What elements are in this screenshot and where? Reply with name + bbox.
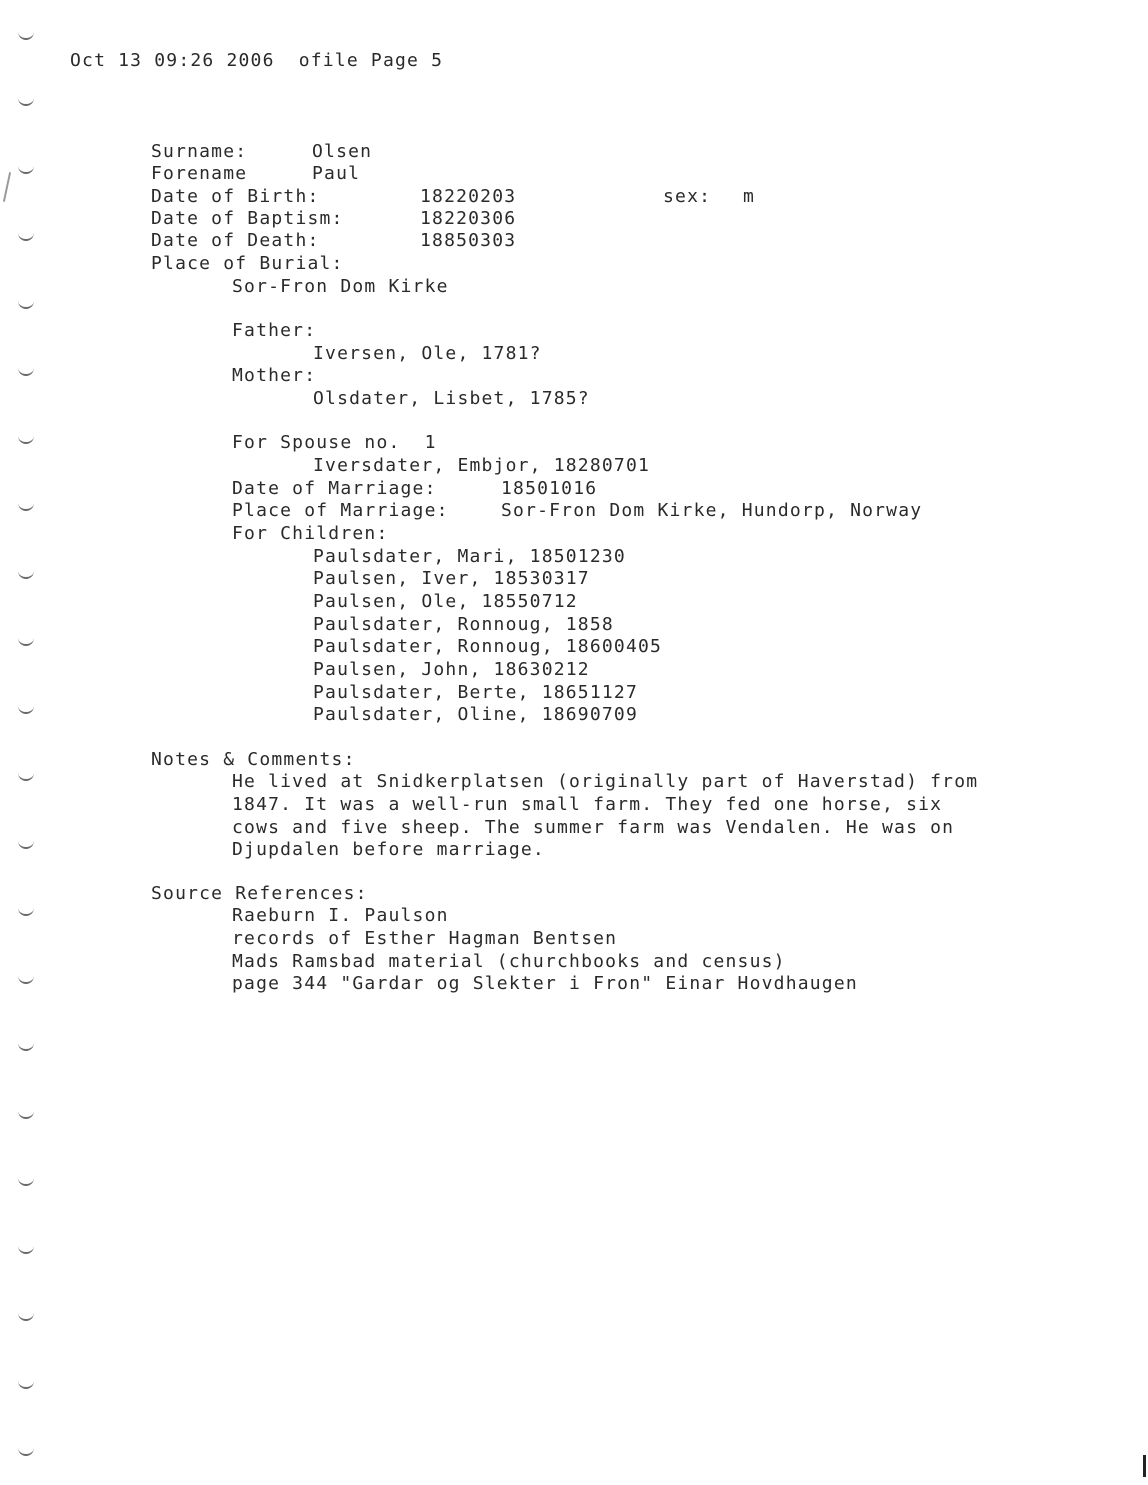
source-line: records of Esther Hagman Bentsen (232, 928, 618, 949)
surname-label: Surname: (151, 141, 248, 162)
perforation-mark (18, 976, 34, 984)
surname-value: Olsen (312, 141, 373, 162)
perforation-mark (18, 233, 34, 241)
father-value: Iversen, Ole, 1781? (313, 343, 542, 364)
perforation-mark (18, 908, 34, 916)
baptism-date-value: 18220306 (420, 208, 517, 229)
birth-date-label: Date of Birth: (151, 186, 320, 207)
perforation-mark (18, 638, 34, 646)
perforation-mark (18, 571, 34, 579)
burial-place-value: Sor-Fron Dom Kirke (232, 276, 449, 297)
perforation-mark (18, 436, 34, 444)
children-label: For Children: (232, 523, 389, 544)
child-entry: Paulsdater, Ronnoug, 1858 (313, 614, 614, 635)
forename-label: Forename (151, 163, 248, 184)
source-line: page 344 "Gardar og Slekter i Fron" Einar Hovdhaugen (232, 973, 858, 994)
child-entry: Paulsen, Ole, 18550712 (313, 591, 578, 612)
scan-mark (3, 172, 11, 202)
father-label: Father: (232, 320, 317, 341)
perforation-mark (18, 32, 34, 40)
notes-line: He lived at Snidkerplatsen (originally part of Haverstad) from (232, 771, 979, 792)
scan-mark (1143, 1455, 1146, 1477)
perforation-mark (18, 1313, 34, 1321)
child-entry: Paulsen, Iver, 18530317 (313, 568, 590, 589)
marriage-date-label: Date of Marriage: (232, 478, 437, 499)
birth-date-value: 18220203 (420, 186, 517, 207)
print-header: Oct 13 09:26 2006 ofile Page 5 (70, 50, 444, 71)
notes-line: cows and five sheep. The summer farm was Vendalen. He was on (232, 817, 955, 838)
death-date-label: Date of Death: (151, 230, 320, 251)
source-line: Raeburn I. Paulson (232, 905, 449, 926)
mother-label: Mother: (232, 365, 317, 386)
child-entry: Paulsdater, Ronnoug, 18600405 (313, 636, 663, 657)
perforation-mark (18, 773, 34, 781)
spouse-label: For Spouse no. 1 (232, 432, 437, 453)
perforation-mark (18, 1178, 34, 1186)
perforation-mark (18, 1381, 34, 1389)
perforation-mark (18, 503, 34, 511)
marriage-place-value: Sor-Fron Dom Kirke, Hundorp, Norway (501, 500, 923, 521)
child-entry: Paulsdater, Oline, 18690709 (313, 704, 638, 725)
notes-line: Djupdalen before marriage. (232, 839, 545, 860)
death-date-value: 18850303 (420, 230, 517, 251)
perforation-mark (18, 98, 34, 106)
perforation-mark (18, 1246, 34, 1254)
burial-place-label: Place of Burial: (151, 253, 344, 274)
marriage-date-value: 18501016 (501, 478, 598, 499)
perforation-mark (18, 1111, 34, 1119)
sex-label: sex: (663, 186, 712, 207)
perforation-mark (18, 301, 34, 309)
sex-value: m (743, 186, 756, 207)
perforation-mark (18, 841, 34, 849)
child-entry: Paulsdater, Berte, 18651127 (313, 682, 638, 703)
perforation-mark (18, 706, 34, 714)
spouse-name: Iversdater, Embjor, 18280701 (313, 455, 651, 476)
notes-label: Notes & Comments: (151, 749, 356, 770)
marriage-place-label: Place of Marriage: (232, 500, 449, 521)
baptism-date-label: Date of Baptism: (151, 208, 344, 229)
perforation-mark (18, 1043, 34, 1051)
perforation-mark (18, 1448, 34, 1456)
sources-label: Source References: (151, 883, 368, 904)
notes-line: 1847. It was a well-run small farm. They fed one horse, six (232, 794, 943, 815)
mother-value: Olsdater, Lisbet, 1785? (313, 388, 590, 409)
forename-value: Paul (312, 163, 361, 184)
source-line: Mads Ramsbad material (churchbooks and census) (232, 951, 786, 972)
perforation-mark (18, 368, 34, 376)
perforation-mark (18, 166, 34, 174)
child-entry: Paulsdater, Mari, 18501230 (313, 546, 626, 567)
child-entry: Paulsen, John, 18630212 (313, 659, 590, 680)
